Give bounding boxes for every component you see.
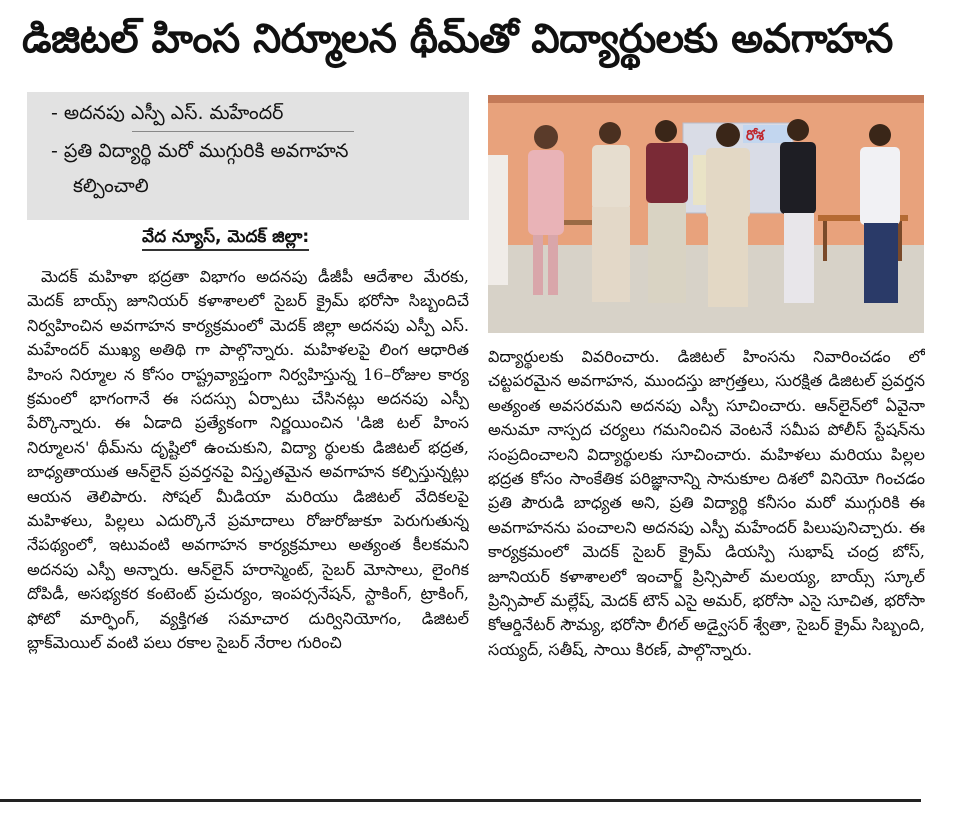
footer-divider [0,799,921,802]
summary-box [27,92,469,220]
article-column-2: విద్యార్థులకు వివరించారు. డిజిటల్ హింసను నివారించడం లో చట్టపరమైన అవగాహన, ముందస్తు జాగ్రత్తలు, సురక్షిత డిజిటల్ ప్రవర్తన అత్యంత అవసరమని అదనపు ఎస్పీ సూచించారు. ఆన్‌లైన్‌లో ఏవైనా అనుమా నాస్పద చర్యలు గమనించిన వెంటనే సమీప పోలీస్ స్టేషన్‌ను సంప్రదించాలని విద్యార్థులకు సూచించారు. మహిళలు మరియు పిల్లల భద్రత కోసం సాంకేతిక పరిజ్ఞానాన్ని సానుకూల దిశలో వినియో గించడం ప్రతి పౌరుడి బాధ్యత అని, ప్రతి విద్యార్థి కనీసం మరో ముగ్గురికి ఈ అవగాహనను పంచాలని అదనపు ఎస్పీ మహేందర్ పిలుపునిచ్చారు. ఈ కార్యక్రమంలో మెదక్ సైబర్ క్రైమ్ డియస్పి సుభాష్ చంద్ర బోస్, జూనియర్ కళాశాలలో ఇంచార్జ్ ప్రిన్సిపాల్ మలయ్య, బాయ్స్ స్కూల్ ప్రిన్సిపాల్ మల్లేష్, మెదక్ టౌన్ ఎసై అమర్, భరోసా ఎసై సూచిత, భరోసా కోఆర్డినేటర్ సౌమ్య, భరోసా లీగల్ అడ్వైసర్ శ్వేతా, సైబర్ క్రైమ్ సిబ్బంది, సయ్యద్, సతీష్, సాయి కిరణ్, పాల్గొన్నారు. [488,347,925,659]
summary-point-awareness: - ప్రతి విద్యార్థి మరో ముగ్గురికి అవగాహన [51,140,349,162]
banner-text: రోశ [746,128,765,144]
summary-point-officer: - అదనపు ఎస్పీ ఎస్. మహేందర్ [51,102,284,124]
summary-divider [132,131,354,132]
summary-point-awareness-cont: కల్పించాలి [73,175,149,197]
news-photo [488,95,924,333]
headline: డిజిటల్ హింస నిర్మూలన థీమ్‌తో విద్యార్థులకు అవగాహన [22,16,893,62]
news-photo-illustration [488,95,924,333]
dateline: వేద న్యూస్, మెదక్ జిల్లా: [142,226,309,251]
article-column-1: మెదక్ మహిళా భద్రతా విభాగం అదనపు డీజీపీ ఆదేశాల మేరకు, మెదక్ బాయ్స్ జూనియర్ కళాశాలలో సైబర్ క్రైమ్ భరోసా సిబ్బందిచే నిర్వహించిన అవగాహన కార్యక్రమంలో మెదక్ జిల్లా అదనపు ఎస్పీ ఎస్. మహేందర్ ముఖ్య అతిథి గా పాల్గొన్నారు. మహిళలపై లింగ ఆధారిత హింస నిర్మూల న కోసం రాష్ట్రవ్యాప్తంగా నిర్వహిస్తున్న 16–రోజుల కార్య క్రమంలో భాగంగానే ఈ సదస్సు ఏర్పాటు చేసినట్లు అదనపు ఎస్పీ పేర్కొన్నారు. ఈ ఏడాది ప్రత్యేకంగా నిర్ణయించిన 'డిజి టల్ హింస నిర్మూలన' థీమ్‌ను దృష్టిలో ఉంచుకుని, విద్యా ర్థులకు డిజిటల్ భద్రత, బాధ్యతాయుత ఆన్‌లైన్ ప్రవర్తనపై విస్తృతమైన అవగాహన కల్పిస్తున్నట్లు ఆయన తెలిపారు. సోషల్ మీడియా మరియు డిజిటల్ వేదికలపై మహిళలు, పిల్లలు ఎదుర్కొనే ప్రమాదాలు రోజురోజుకూ పెరుగుతున్న నేపథ్యంలో, ఇటువంటి అవగాహన కార్యక్రమాలు అత్యంత కీలకమని అదనపు ఎస్పీ అన్నారు. ఆన్‌లైన్ హరాస్మెంట్, సైబర్ మోసాలు, లైంగిక దోపిడీ, అసభ్యకర కంటెంట్ ప్రచుర్యం, ఇంపర్సనేషన్, స్టాకింగ్, ట్రాకింగ్, ఫోటో మార్ఫింగ్, వ్యక్తిగత సమాచార దుర్వినియోగం, డిజిటల్ బ్లాక్‌మెయిల్ వంటి పలు రకాల సైబర్ నేరాల గురించి [27,267,469,653]
